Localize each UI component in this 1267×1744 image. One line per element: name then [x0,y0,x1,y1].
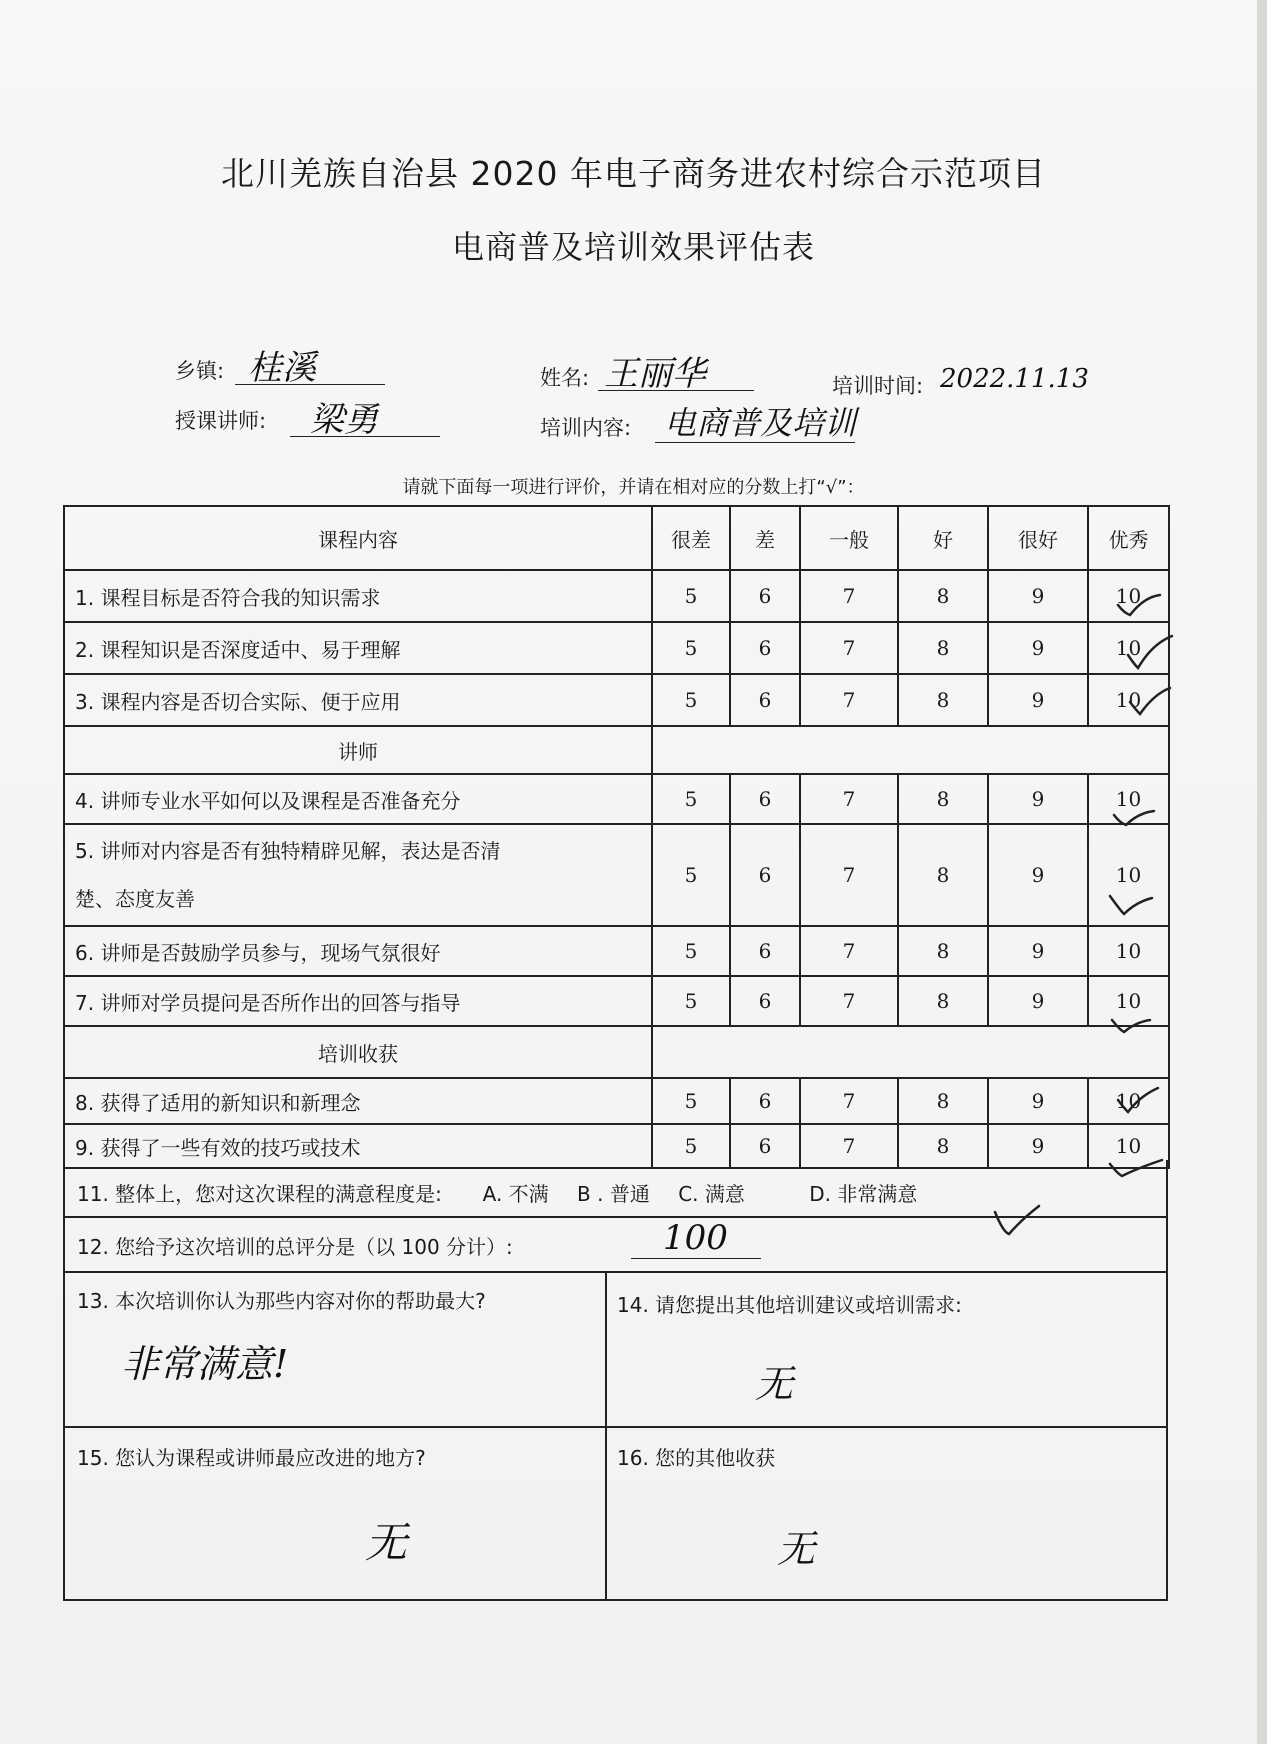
q13-q14-divider [605,1273,607,1426]
score-8[interactable]: 8 [898,1124,988,1168]
score-7[interactable]: 7 [800,774,898,824]
section-row-gain [64,1026,1169,1078]
table-header-row [64,506,1169,570]
score-10[interactable]: 10 [1088,1078,1169,1124]
section-gain: 培训收获 [64,1026,652,1078]
header-very-poor: 很差 [652,506,730,570]
section-row-teacher [64,726,1169,774]
score-9[interactable]: 9 [988,570,1088,622]
q12-underline [631,1258,761,1259]
score-10[interactable]: 10 [1088,774,1169,824]
question-1: 1. 课程目标是否符合我的知识需求 [64,570,652,622]
q11-option-c[interactable]: C. 满意 [678,1182,745,1206]
score-6[interactable]: 6 [730,774,800,824]
score-7[interactable]: 7 [800,976,898,1026]
score-8[interactable]: 8 [898,622,988,674]
score-10[interactable]: 10 [1088,1124,1169,1168]
score-5[interactable]: 5 [652,824,730,926]
teacher-field [175,405,266,435]
q13-q14-row [63,1273,1168,1428]
score-7[interactable]: 7 [800,622,898,674]
section-gain-blank [652,1026,1169,1078]
table-row [64,926,1169,976]
time-field [832,370,923,400]
q15-q16-divider [605,1428,607,1599]
score-8[interactable]: 8 [898,570,988,622]
score-6[interactable]: 6 [730,926,800,976]
question-3: 3. 课程内容是否切合实际、便于应用 [64,674,652,726]
score-7[interactable]: 7 [800,570,898,622]
score-7[interactable]: 7 [800,1124,898,1168]
q12-text: 12. 您给予这次培训的总评分是（以 100 分计）: [77,1235,513,1259]
score-9[interactable]: 9 [988,1124,1088,1168]
name-value: 王丽华 [604,354,706,394]
content-label: 培训内容: [540,416,632,440]
q11-text: 11. 整体上，您对这次课程的满意程度是: [77,1182,442,1206]
score-10[interactable]: 10 [1088,824,1169,926]
table-row [64,824,1169,926]
table-row [64,1078,1169,1124]
table-row [64,976,1169,1026]
question-6: 6. 讲师是否鼓励学员参与，现场气氛很好 [64,926,652,976]
time-value: 2022.11.13 [940,364,1089,394]
q11-option-a[interactable]: A. 不满 [482,1182,549,1206]
score-10[interactable]: 10 [1088,976,1169,1026]
score-6[interactable]: 6 [730,622,800,674]
town-field [175,355,224,385]
score-7[interactable]: 7 [800,926,898,976]
score-6[interactable]: 6 [730,976,800,1026]
score-7[interactable]: 7 [800,674,898,726]
score-5[interactable]: 5 [652,570,730,622]
score-8[interactable]: 8 [898,926,988,976]
q14-answer: 无 [755,1362,794,1406]
question-7: 7. 讲师对学员提问是否所作出的回答与指导 [64,976,652,1026]
score-9[interactable]: 9 [988,774,1088,824]
score-5[interactable]: 5 [652,622,730,674]
table-row [64,622,1169,674]
score-10[interactable]: 10 [1088,570,1169,622]
time-label: 培训时间: [832,374,924,398]
header-very-good: 很好 [988,506,1088,570]
score-5[interactable]: 5 [652,926,730,976]
score-5[interactable]: 5 [652,1124,730,1168]
question-5 [64,824,652,926]
town-value: 桂溪 [248,348,316,388]
score-5[interactable]: 5 [652,674,730,726]
table-row [64,674,1169,726]
q15-q16-row [63,1428,1168,1601]
score-6[interactable]: 6 [730,1124,800,1168]
q16-answer: 无 [777,1527,816,1571]
score-6[interactable]: 6 [730,674,800,726]
name-label: 姓名: [540,366,590,390]
question-2: 2. 课程知识是否深度适中、易于理解 [64,622,652,674]
header-poor: 差 [730,506,800,570]
score-9[interactable]: 9 [988,976,1088,1026]
form-title-line1: 北川羌族自治县 2020 年电子商务进农村综合示范项目 [221,154,1046,193]
q11-option-d[interactable]: D. 非常满意 [809,1182,918,1206]
header-course-content: 课程内容 [64,506,652,570]
header-good: 好 [898,506,988,570]
score-9[interactable]: 9 [988,926,1088,976]
score-6[interactable]: 6 [730,570,800,622]
q11-option-b[interactable]: B . 普通 [577,1182,650,1206]
score-10[interactable]: 10 [1088,622,1169,674]
score-10[interactable]: 10 [1088,674,1169,726]
score-6[interactable]: 6 [730,824,800,926]
header-average: 一般 [800,506,898,570]
q11-row [63,1160,1168,1218]
q13-answer: 非常满意! [121,1342,289,1386]
question-5-line2: 楚、态度友善 [75,887,195,911]
score-7[interactable]: 7 [800,1078,898,1124]
table-row [64,570,1169,622]
header-excellent: 优秀 [1088,506,1169,570]
section-teacher-blank [652,726,1169,774]
score-8[interactable]: 8 [898,824,988,926]
score-5[interactable]: 5 [652,774,730,824]
question-9: 9. 获得了一些有效的技巧或技术 [64,1124,652,1168]
score-6[interactable]: 6 [730,1078,800,1124]
evaluation-table [63,505,1170,1169]
teacher-label: 授课讲师: [175,409,267,433]
q12-row [63,1218,1168,1273]
q16-text: 16. 您的其他收获 [617,1446,776,1470]
section-teacher: 讲师 [64,726,652,774]
q15-answer: 无 [365,1518,408,1567]
score-5[interactable]: 5 [652,976,730,1026]
score-9[interactable]: 9 [988,622,1088,674]
score-8[interactable]: 8 [898,1078,988,1124]
q15-text: 15. 您认为课程或讲师最应改进的地方? [77,1446,426,1470]
q12-answer: 100 [663,1218,728,1258]
score-9[interactable]: 9 [988,824,1088,926]
score-5[interactable]: 5 [652,1078,730,1124]
score-7[interactable]: 7 [800,824,898,926]
table-row [64,774,1169,824]
name-field [540,362,589,392]
form-title-line2: 电商普及培训效果评估表 [451,228,815,266]
score-9[interactable]: 9 [988,674,1088,726]
teacher-value: 梁勇 [310,400,378,440]
instruction-text: 请就下面每一项进行评价，并请在相对应的分数上打“√”： [402,477,865,498]
content-field [540,412,631,442]
score-8[interactable]: 8 [898,674,988,726]
score-10[interactable]: 10 [1088,926,1169,976]
q13-text: 13. 本次培训你认为那些内容对你的帮助最大? [77,1289,486,1313]
question-4: 4. 讲师专业水平如何以及课程是否准备充分 [64,774,652,824]
question-5-line1: 5. 讲师对内容是否有独特精辟见解，表达是否清 [75,839,501,863]
score-8[interactable]: 8 [898,774,988,824]
town-label: 乡镇: [175,359,225,383]
question-8: 8. 获得了适用的新知识和新理念 [64,1078,652,1124]
q14-text: 14. 请您提出其他培训建议或培训需求: [617,1293,962,1317]
score-8[interactable]: 8 [898,976,988,1026]
score-9[interactable]: 9 [988,1078,1088,1124]
content-value: 电商普及培训 [664,404,857,442]
